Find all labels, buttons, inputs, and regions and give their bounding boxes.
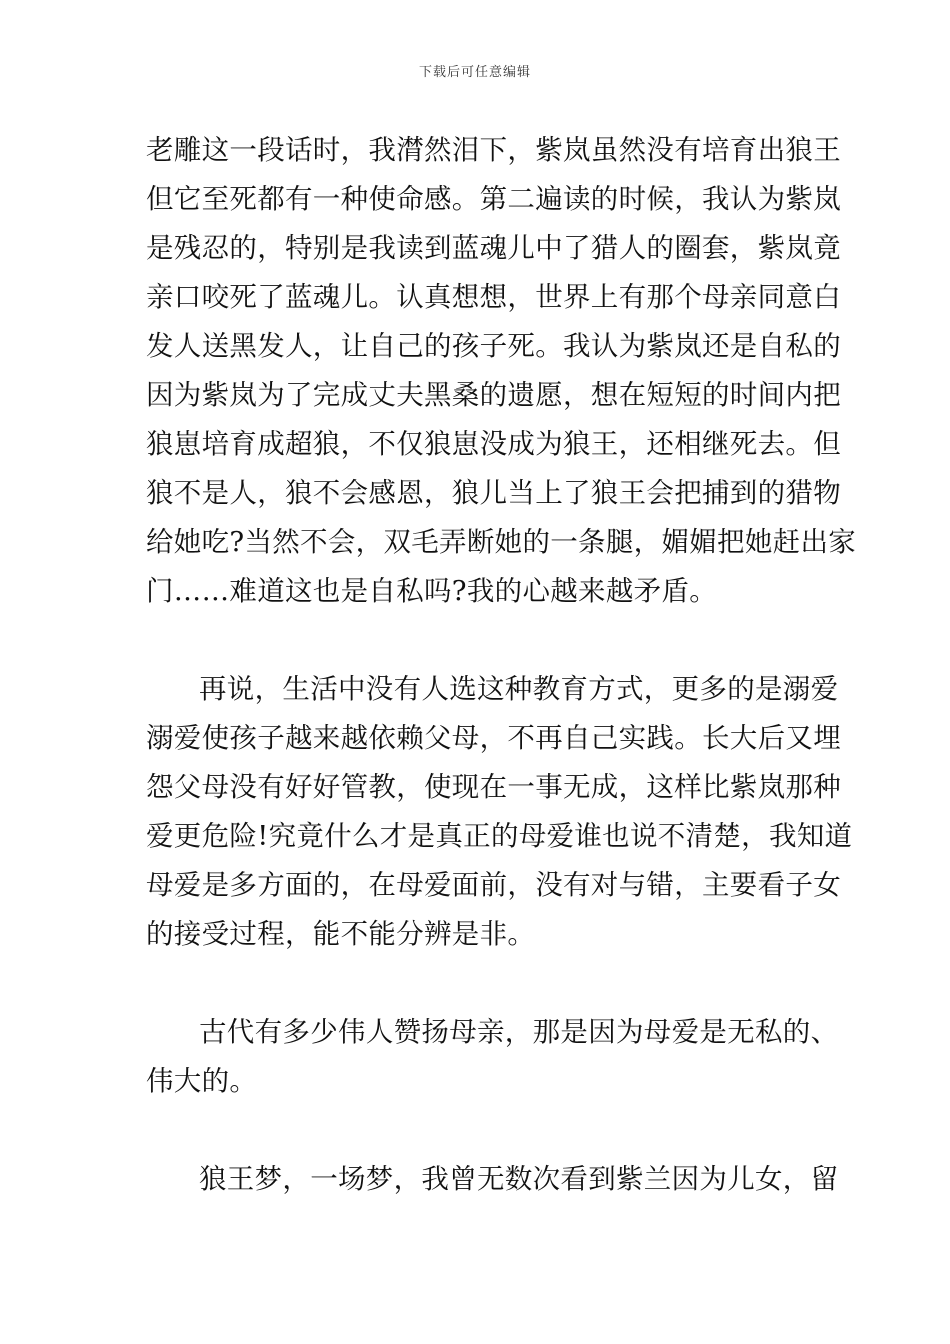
text-line: 狼王梦，一场梦，我曾无数次看到紫兰因为儿女，留 bbox=[199, 1163, 839, 1195]
text-line: 门……难道这也是自私吗?我的心越来越矛盾。 bbox=[146, 575, 718, 607]
paragraph-2 bbox=[146, 665, 853, 959]
text-line: 溺爱使孩子越来越依赖父母，不再自己实践。长大后又埋 bbox=[146, 722, 841, 754]
text-line: 怨父母没有好好管教，使现在一事无成，这样比紫岚那种 bbox=[146, 771, 841, 803]
paragraph-4 bbox=[146, 1155, 839, 1204]
text-line: 狼崽培育成超狼，不仅狼崽没成为狼王，还相继死去。但 bbox=[146, 428, 841, 460]
text-line: 古代有多少伟人赞扬母亲，那是因为母爱是无私的、 bbox=[199, 1016, 839, 1048]
text-line: 因为紫岚为了完成丈夫黑桑的遗愿，想在短短的时间内把 bbox=[146, 379, 841, 411]
text-line: 母爱是多方面的，在母爱面前，没有对与错，主要看子女 bbox=[146, 869, 841, 901]
text-line: 再说，生活中没有人选这种教育方式，更多的是溺爱 bbox=[199, 673, 839, 705]
text-line: 狼不是人，狼不会感恩，狼儿当上了狼王会把捕到的猎物 bbox=[146, 477, 841, 509]
paragraph-gap bbox=[146, 959, 806, 1008]
paragraph-1 bbox=[146, 126, 857, 616]
text-line: 爱更危险!究竟什么才是真正的母爱谁也说不清楚，我知道 bbox=[146, 820, 853, 852]
text-line: 发人送黑发人，让自己的孩子死。我认为紫岚还是自私的 bbox=[146, 330, 841, 362]
page-header: 下载后可任意编辑 bbox=[418, 65, 531, 80]
text-line: 给她吃?当然不会，双毛弄断她的一条腿，媚媚把她赶出家 bbox=[146, 526, 857, 558]
document-body bbox=[146, 126, 857, 1204]
paragraph-gap bbox=[146, 1106, 806, 1155]
text-line: 是残忍的，特别是我读到蓝魂儿中了猎人的圈套，紫岚竟 bbox=[146, 232, 841, 264]
text-line: 亲口咬死了蓝魂儿。认真想想，世界上有那个母亲同意白 bbox=[146, 281, 841, 313]
text-line: 但它至死都有一种使命感。第二遍读的时候，我认为紫岚 bbox=[146, 183, 841, 215]
paragraph-3 bbox=[146, 1008, 839, 1106]
paragraph-gap bbox=[146, 616, 806, 665]
text-line: 的接受过程，能不能分辨是非。 bbox=[146, 918, 536, 950]
text-line: 伟大的。 bbox=[146, 1065, 258, 1097]
text-line: 老雕这一段话时，我潸然泪下，紫岚虽然没有培育出狼王 bbox=[146, 134, 841, 166]
